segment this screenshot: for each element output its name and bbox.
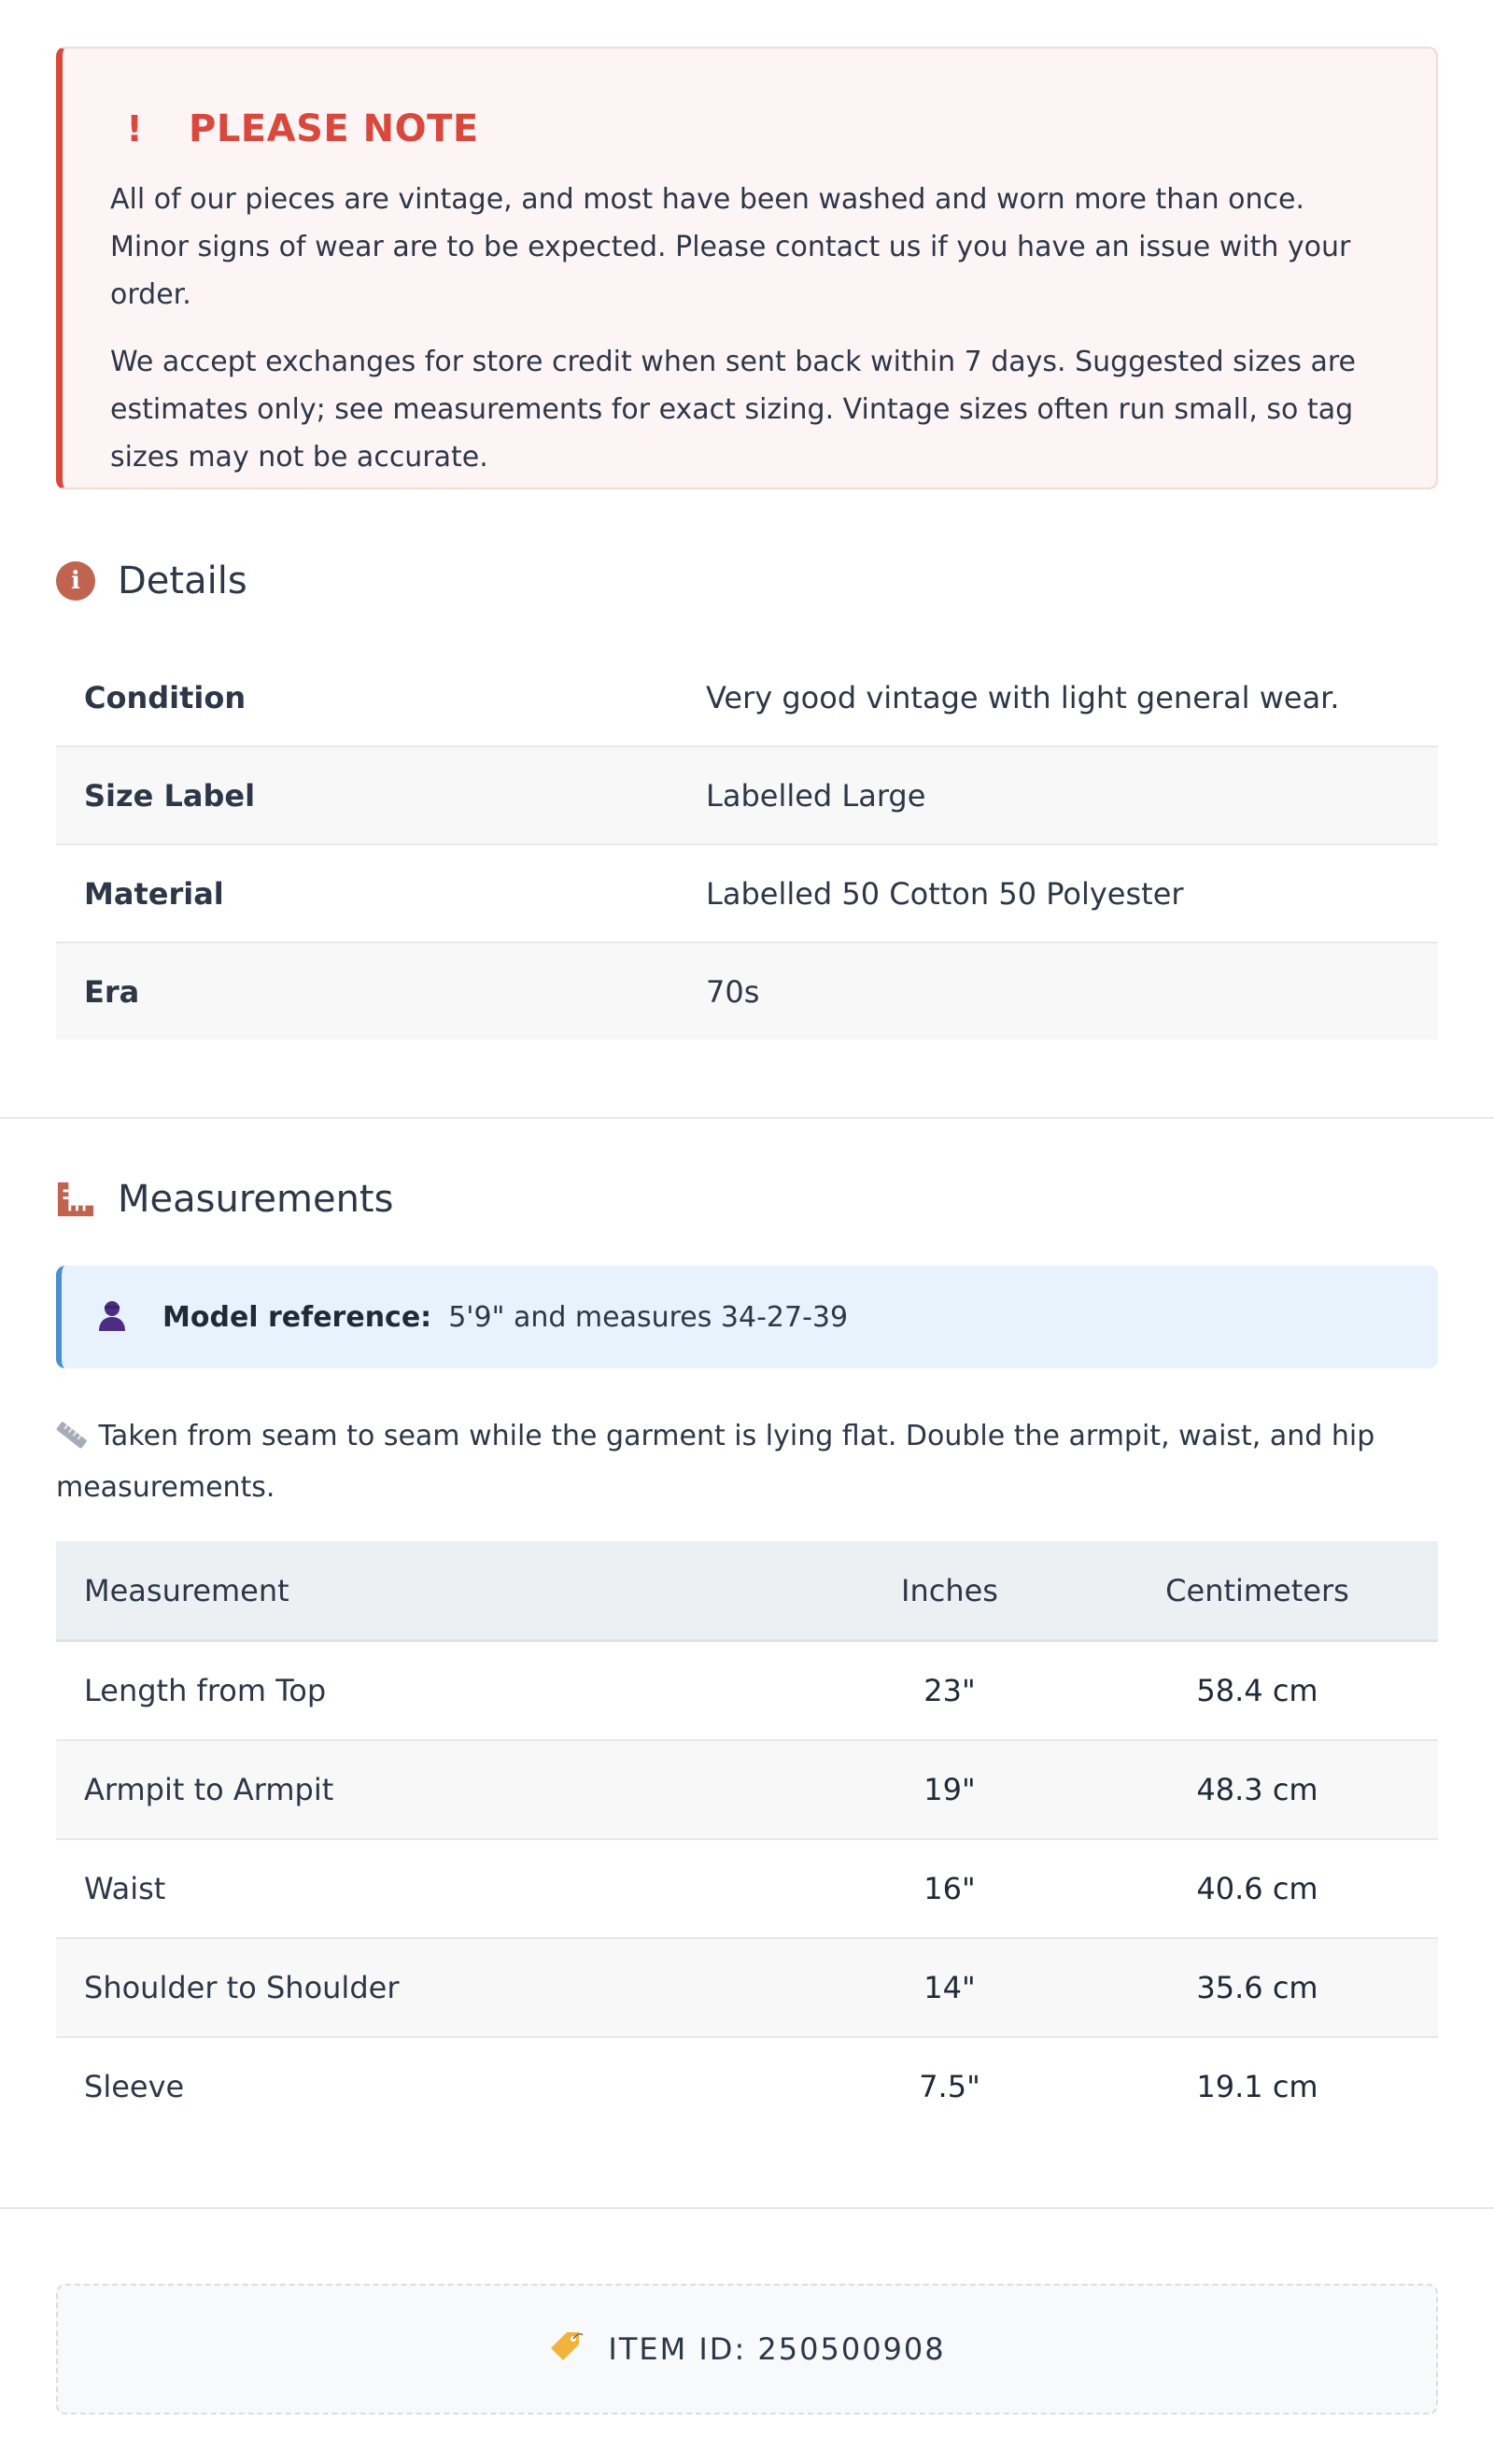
detail-label: Size Label <box>56 746 678 844</box>
measurements-header <box>56 1171 1438 1227</box>
notice-title: PLEASE NOTE <box>189 107 479 150</box>
measurement-inches: 16" <box>823 1839 1077 1938</box>
notice-box <box>56 47 1438 489</box>
measurement-inches: 14" <box>823 1938 1077 2037</box>
details-table <box>56 649 1438 1040</box>
measurement-name: Length from Top <box>56 1641 823 1741</box>
measurement-note <box>56 1412 1438 1511</box>
detail-value: Labelled 50 Cotton 50 Polyester <box>678 844 1438 942</box>
item-id-box <box>56 2284 1438 2414</box>
detail-label: Era <box>56 942 678 1040</box>
measurement-inches: 7.5" <box>919 2069 980 2104</box>
table-row <box>56 1740 1438 1839</box>
detail-value: Very good vintage with light general wear. <box>678 649 1438 746</box>
measurement-name: Armpit to Armpit <box>56 1740 823 1839</box>
measurements-section <box>56 1171 1438 1227</box>
measurement-note-text: Taken from seam to seam while the garment is lying flat. Double the armpit, waist, and hip measurements. <box>56 1420 1375 1504</box>
detail-value: Labelled Large <box>678 746 1438 844</box>
measurement-cm: 48.3 cm <box>1077 1740 1438 1839</box>
measurement-name: Sleeve <box>84 2069 185 2104</box>
table-row <box>56 1938 1438 2037</box>
table-row <box>56 2037 1438 2135</box>
measurement-cm: 58.4 cm <box>1077 1641 1438 1741</box>
details-section <box>56 553 1438 609</box>
details-header <box>56 553 1438 609</box>
model-reference-value: 5'9" and measures 34-27-39 <box>448 1300 849 1334</box>
section-title: Details <box>118 559 247 602</box>
section-divider <box>0 1117 1494 1119</box>
measurement-name: Waist <box>56 1839 823 1938</box>
column-header: Centimeters <box>1077 1541 1438 1641</box>
measurement-name: Shoulder to Shoulder <box>56 1938 823 2037</box>
column-header: Measurement <box>56 1541 823 1641</box>
notice-paragraph: We accept exchanges for store credit when sent back within 7 days. Suggested sizes are estimates only; see measurements for exact sizing. Vintage sizes often run small, so tag sizes may not be accurate. <box>110 346 1357 474</box>
section-title: Measurements <box>118 1178 394 1221</box>
ruler-pencil-icon <box>56 1416 90 1464</box>
item-id-text: ITEM ID: 250500908 <box>608 2331 946 2367</box>
table-row <box>56 1641 1438 1741</box>
tag-icon <box>548 2329 584 2369</box>
notice-paragraph: All of our pieces are vintage, and most have been washed and worn more than once. Minor signs of wear are to be expected. Please contact us if you have an issue with your order. <box>110 183 1351 311</box>
measurement-cm: 40.6 cm <box>1077 1839 1438 1938</box>
table-row <box>56 942 1438 1040</box>
measurements-table <box>56 1541 1438 2135</box>
column-header: Inches <box>823 1541 1077 1641</box>
measurement-cm: 19.1 cm <box>1196 2069 1318 2104</box>
measurement-cm: 35.6 cm <box>1077 1938 1438 2037</box>
measurement-inches: 19" <box>823 1740 1077 1839</box>
table-row <box>56 746 1438 844</box>
detail-value: 70s <box>678 942 1438 1040</box>
detail-label: Material <box>56 844 678 942</box>
ruler-icon <box>56 1180 95 1219</box>
section-divider <box>0 2207 1494 2209</box>
person-icon <box>97 1299 127 1335</box>
table-header-row <box>56 1541 1438 1641</box>
model-reference <box>56 1266 1438 1368</box>
model-reference-label: Model reference: <box>162 1300 432 1334</box>
notice-header <box>110 101 1388 157</box>
info-icon: i <box>56 561 95 601</box>
table-row <box>56 844 1438 942</box>
exclamation-icon: ! <box>126 108 143 149</box>
detail-label: Condition <box>56 649 678 746</box>
measurement-inches: 23" <box>823 1641 1077 1741</box>
table-row <box>56 649 1438 746</box>
table-row <box>56 1839 1438 1938</box>
